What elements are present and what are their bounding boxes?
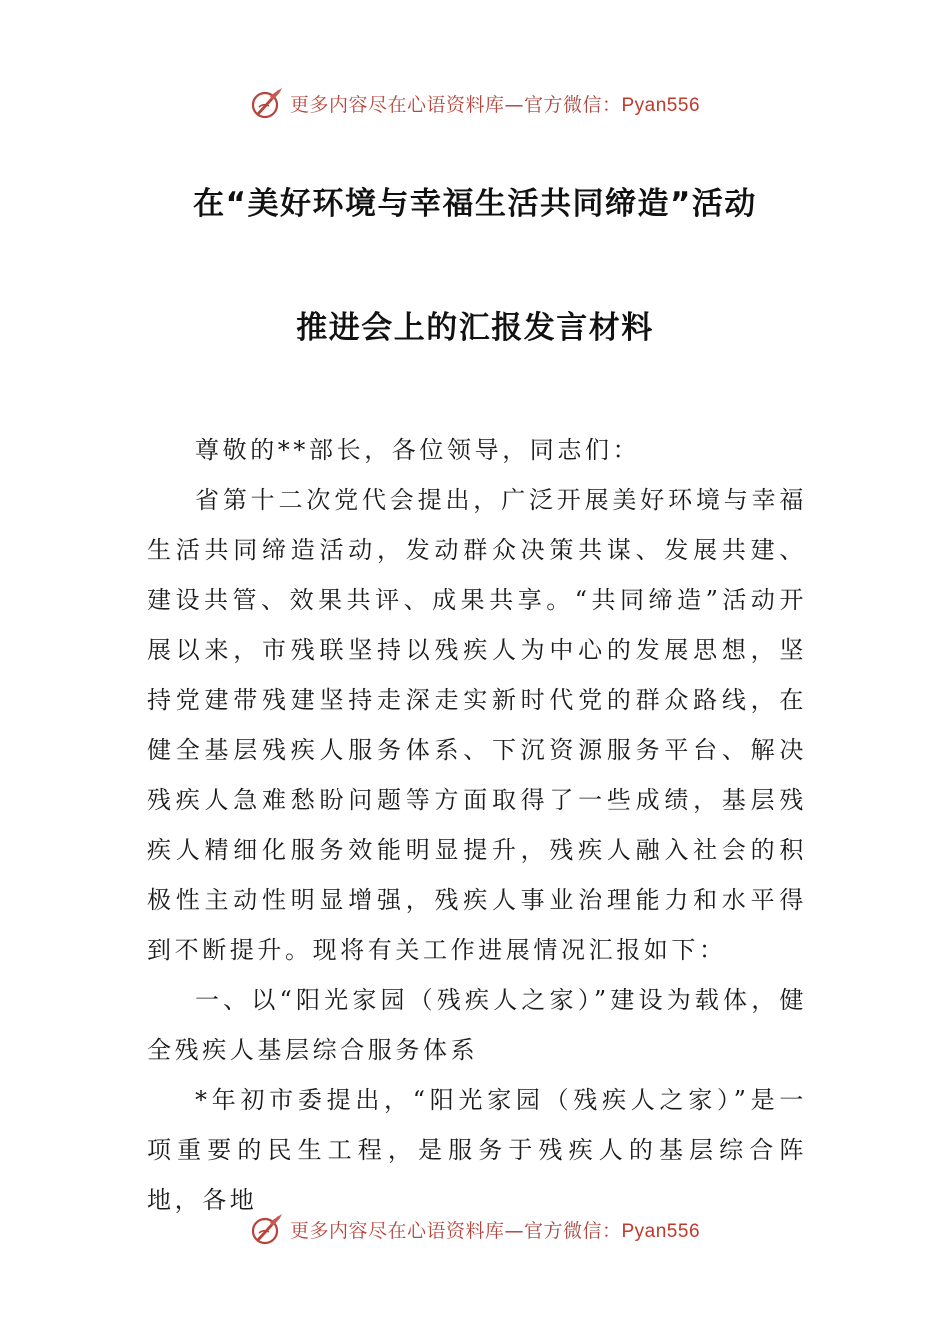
banner-brand: 更多内容尽在心语资料库 <box>289 1219 505 1242</box>
footer-banner <box>0 1209 950 1249</box>
document-title-line-2: 推进会上的汇报发言材料 <box>296 310 654 346</box>
header-banner <box>0 83 950 123</box>
banner-brand: 更多内容尽在心语资料库 <box>289 93 505 116</box>
quill-logo-icon <box>250 86 284 120</box>
banner-wechat-label: 官方微信： <box>523 1219 622 1242</box>
banner-separator: — <box>504 1219 524 1242</box>
quill-logo-icon <box>250 1212 284 1246</box>
section-heading-1: 一、以“阳光家园（残疾人之家）”建设为载体，健全残疾人基层综合服务体系 <box>147 986 807 1064</box>
banner-wechat-label: 官方微信： <box>523 93 622 116</box>
banner-text <box>290 90 700 117</box>
banner-wechat-id: Pyan556 <box>621 94 701 116</box>
section-1-paragraph: *年初市委提出，“阳光家园（残疾人之家）”是一项重要的民生工程，是服务于残疾人的基层综合阵地，各地 <box>147 1086 807 1214</box>
banner-wechat-id: Pyan556 <box>621 1220 701 1242</box>
intro-paragraph: 省第十二次党代会提出，广泛开展美好环境与幸福生活共同缔造活动，发动群众决策共谋、发展共建、建设共管、效果共评、成果共享。“共同缔造”活动开展以来，市残联坚持以残疾人为中心的发展思想，坚持党建带残建坚持走深走实新时代党的群众路线，在健全基层残疾人服务体系、下沉资源服务平台、解决残疾人急难愁盼问题等方面取得了一些成绩，基层残疾人精细化服务效能明显提升，残疾人融入社会的积极性主动性明显增强，残疾人事业治理能力和水平得到不断提升。现将有关工作进展情况汇报如下： <box>147 486 807 964</box>
salutation-paragraph: 尊敬的**部长，各位领导，同志们： <box>195 436 641 464</box>
banner-text <box>290 1216 700 1243</box>
document-title-line-1: 在“美好环境与幸福生活共同缔造”活动 <box>193 186 757 222</box>
banner-separator: — <box>504 93 524 116</box>
document-body <box>147 425 807 1225</box>
